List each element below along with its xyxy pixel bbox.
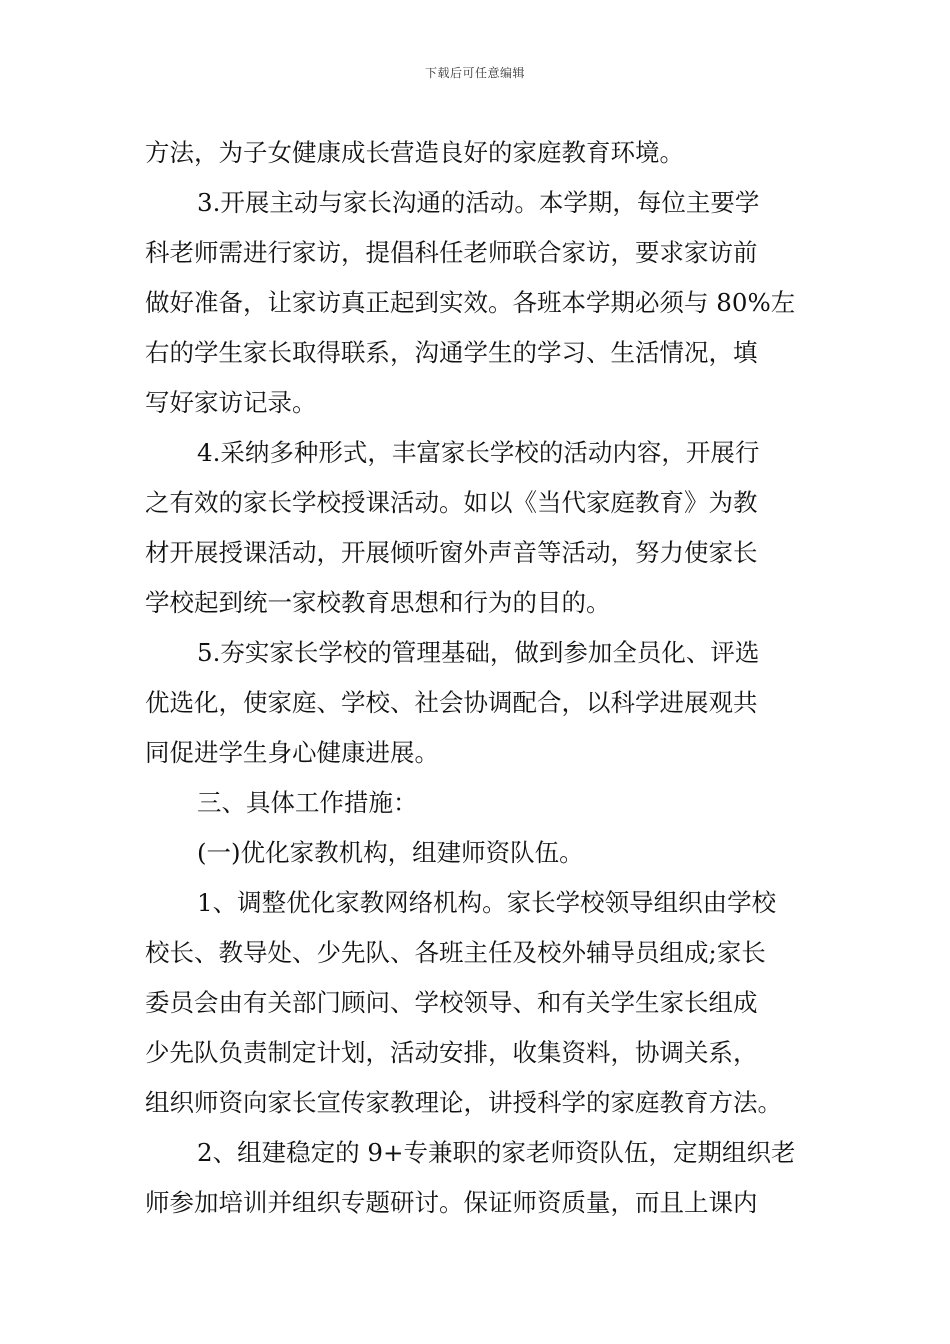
text-line: 4.采纳多种形式，丰富家长学校的活动内容，开展行: [197, 438, 760, 467]
text-line: 学校起到统一家校教育思想和行为的目的。: [145, 588, 611, 617]
page-header: 下载后可任意编辑: [424, 66, 525, 80]
text-line: 优选化，使家庭、学校、社会协调配合，以科学进展观共: [145, 688, 758, 717]
document-body: [145, 128, 805, 1228]
text-line: 三、具体工作措施：: [197, 788, 418, 817]
text-line: 材开展授课活动，开展倾听窗外声音等活动，努力使家长: [145, 538, 758, 567]
text-line: 5.夯实家长学校的管理基础，做到参加全员化、评选: [197, 638, 760, 667]
text-line: (一)优化家教机构，组建师资队伍。: [197, 838, 584, 867]
text-line: 同促进学生身心健康进展。: [145, 738, 439, 767]
text-line: 方法，为子女健康成长营造良好的家庭教育环境。: [145, 138, 684, 167]
text-line: 2、组建稳定的 9+专兼职的家老师资队伍，定期组织老: [197, 1138, 796, 1167]
text-line: 少先队负责制定计划，活动安排，收集资料，协调关系，: [145, 1038, 758, 1067]
text-line: 做好准备，让家访真正起到实效。各班本学期必须与 80%左: [145, 288, 796, 317]
text-line: 1、调整优化家教网络机构。家长学校领导组织由学校: [197, 888, 777, 917]
text-line: 写好家访记录。: [145, 388, 317, 417]
text-line: 右的学生家长取得联系，沟通学生的学习、生活情况，填: [145, 338, 758, 367]
text-line: 校长、教导处、少先队、各班主任及校外辅导员组成;家长: [145, 938, 766, 967]
text-line: 师参加培训并组织专题研讨。保证师资质量，而且上课内: [145, 1188, 758, 1217]
text-line: 委员会由有关部门顾问、学校领导、和有关学生家长组成: [145, 988, 758, 1017]
text-line: 科老师需进行家访，提倡科任老师联合家访，要求家访前: [145, 238, 758, 267]
text-line: 3.开展主动与家长沟通的活动。本学期，每位主要学: [197, 188, 760, 217]
text-line: 组织师资向家长宣传家教理论，讲授科学的家庭教育方法。: [145, 1088, 782, 1117]
text-line: 之有效的家长学校授课活动。如以《当代家庭教育》为教: [145, 488, 758, 517]
